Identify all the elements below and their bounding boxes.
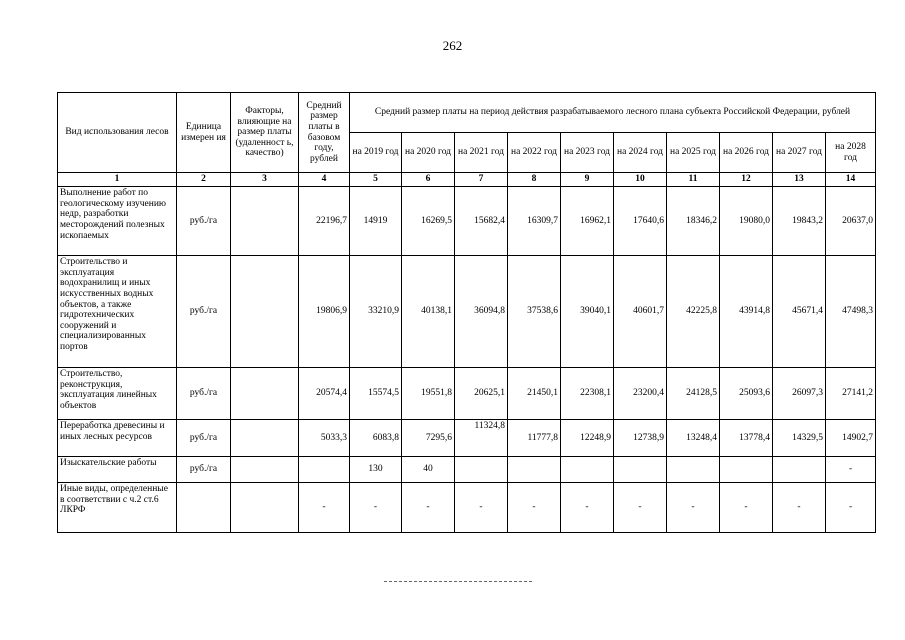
factors-cell [231, 483, 299, 533]
year-value-cell: 14919 [350, 187, 402, 256]
year-value-cell: 39040,1 [561, 256, 614, 368]
header-period-average: Средний размер платы на период действия разрабатываемого лесного плана субъекта Российской Федерации, рублей [350, 93, 876, 133]
header-year: на 2027 год [773, 133, 826, 173]
year-value-cell: 14329,5 [773, 420, 826, 457]
year-value-cell: 24128,5 [667, 368, 720, 420]
year-value-cell: - [826, 457, 876, 483]
year-value-cell: 40601,7 [614, 256, 667, 368]
column-number: 7 [455, 173, 508, 187]
year-value-cell: - [720, 483, 773, 533]
table-row [58, 187, 876, 256]
unit-cell: руб./га [177, 457, 231, 483]
year-value-cell: 33210,9 [350, 256, 402, 368]
year-value-cell: 43914,8 [720, 256, 773, 368]
base-value-cell [299, 457, 350, 483]
column-number: 1 [58, 173, 177, 187]
year-value-cell: 27141,2 [826, 368, 876, 420]
year-value-cell: - [402, 483, 455, 533]
factors-cell [231, 256, 299, 368]
header-year: на 2026 год [720, 133, 773, 173]
factors-cell [231, 457, 299, 483]
column-number: 4 [299, 173, 350, 187]
year-value-cell: 37538,6 [508, 256, 561, 368]
footer-divider [384, 581, 532, 582]
year-value-cell: 15682,4 [455, 187, 508, 256]
header-year: на 2023 год [561, 133, 614, 173]
year-value-cell: 36094,8 [455, 256, 508, 368]
header-base-average: Средний размер платы в базовом году, рублей [299, 93, 350, 173]
year-value-cell: 14902,7 [826, 420, 876, 457]
year-value-cell: - [826, 483, 876, 533]
column-number-row [58, 173, 876, 187]
year-value-cell: 21450,1 [508, 368, 561, 420]
year-value-cell [773, 457, 826, 483]
page-number: 262 [442, 38, 463, 53]
header-year: на 2022 год [508, 133, 561, 173]
year-value-cell: - [508, 483, 561, 533]
unit-cell: руб./га [177, 187, 231, 256]
year-value-cell: - [614, 483, 667, 533]
year-value-cell: 17640,6 [614, 187, 667, 256]
year-value-cell: 130 [350, 457, 402, 483]
year-value-cell: 42225,8 [667, 256, 720, 368]
year-value-cell [720, 457, 773, 483]
header-year: на 2020 год [402, 133, 455, 173]
column-number: 11 [667, 173, 720, 187]
year-value-cell: 13778,4 [720, 420, 773, 457]
year-value-cell [614, 457, 667, 483]
year-value-cell: 12248,9 [561, 420, 614, 457]
year-value-cell: 16269,5 [402, 187, 455, 256]
table-row [58, 368, 876, 420]
year-value-cell: 20637,0 [826, 187, 876, 256]
header-use-type: Вид использования лесов [58, 93, 177, 173]
base-value-cell: 5033,3 [299, 420, 350, 457]
year-value-cell: 19843,2 [773, 187, 826, 256]
year-value-cell [561, 457, 614, 483]
table-row [58, 457, 876, 483]
column-number: 14 [826, 173, 876, 187]
header-unit: Единица измерен ия [177, 93, 231, 173]
year-value-cell: 19080,0 [720, 187, 773, 256]
year-value-cell: 45671,4 [773, 256, 826, 368]
use-type-cell: Иные виды, определенные в соответствии с ч.2 ст.6 ЛКРФ [58, 483, 177, 533]
year-value-cell: 26097,3 [773, 368, 826, 420]
base-value-cell: 20574,4 [299, 368, 350, 420]
unit-cell: руб./га [177, 368, 231, 420]
column-number: 10 [614, 173, 667, 187]
year-value-cell: 7295,6 [402, 420, 455, 457]
year-value-cell: 11324,8 [455, 420, 508, 457]
use-type-cell: Переработка древесины и иных лесных ресурсов [58, 420, 177, 457]
header-factors: Факторы, влияющие на размер платы (удаленност ь, качество) [231, 93, 299, 173]
header-year: на 2025 год [667, 133, 720, 173]
year-value-cell [455, 457, 508, 483]
year-value-cell: 40138,1 [402, 256, 455, 368]
year-value-cell: 25093,6 [720, 368, 773, 420]
header-year: на 2028 год [826, 133, 876, 173]
year-value-cell: 15574,5 [350, 368, 402, 420]
year-value-cell: 16962,1 [561, 187, 614, 256]
use-type-cell: Строительство, реконструкция, эксплуатация линейных объектов [58, 368, 177, 420]
column-number: 13 [773, 173, 826, 187]
column-number: 2 [177, 173, 231, 187]
year-value-cell: 11777,8 [508, 420, 561, 457]
year-value-cell: - [350, 483, 402, 533]
year-value-cell: 20625,1 [455, 368, 508, 420]
factors-cell [231, 420, 299, 457]
year-value-cell: 16309,7 [508, 187, 561, 256]
year-value-cell: 22308,1 [561, 368, 614, 420]
year-value-cell: 40 [402, 457, 455, 483]
year-value-cell: 47498,3 [826, 256, 876, 368]
table-row [58, 256, 876, 368]
base-value-cell: - [299, 483, 350, 533]
year-value-cell: - [455, 483, 508, 533]
year-value-cell: 19551,8 [402, 368, 455, 420]
year-value-cell: 18346,2 [667, 187, 720, 256]
column-number: 5 [350, 173, 402, 187]
header-year: на 2024 год [614, 133, 667, 173]
year-value-cell [508, 457, 561, 483]
column-number: 8 [508, 173, 561, 187]
year-value-cell: - [561, 483, 614, 533]
base-value-cell: 22196,7 [299, 187, 350, 256]
table-row [58, 420, 876, 457]
use-type-cell: Изыскательские работы [58, 457, 177, 483]
column-number: 12 [720, 173, 773, 187]
year-value-cell: 23200,4 [614, 368, 667, 420]
table-row [58, 483, 876, 533]
year-value-cell: - [773, 483, 826, 533]
header-row-1 [58, 93, 876, 133]
unit-cell [177, 483, 231, 533]
unit-cell: руб./га [177, 256, 231, 368]
column-number: 3 [231, 173, 299, 187]
unit-cell: руб./га [177, 420, 231, 457]
base-value-cell: 19806,9 [299, 256, 350, 368]
year-value-cell [667, 457, 720, 483]
year-value-cell: - [667, 483, 720, 533]
year-value-cell: 13248,4 [667, 420, 720, 457]
factors-cell [231, 368, 299, 420]
forest-use-fee-table [57, 92, 876, 533]
use-type-cell: Строительство и эксплуатация водохранилищ и иных искусственных водных объектов, а также гидротехнических сооружений и специализированных портов [58, 256, 177, 368]
year-value-cell: 6083,8 [350, 420, 402, 457]
use-type-cell: Выполнение работ по геологическому изучению недр, разработки месторождений полезных ископаемых [58, 187, 177, 256]
column-number: 9 [561, 173, 614, 187]
year-value-cell: 12738,9 [614, 420, 667, 457]
header-year: на 2019 год [350, 133, 402, 173]
column-number: 6 [402, 173, 455, 187]
header-year: на 2021 год [455, 133, 508, 173]
factors-cell [231, 187, 299, 256]
